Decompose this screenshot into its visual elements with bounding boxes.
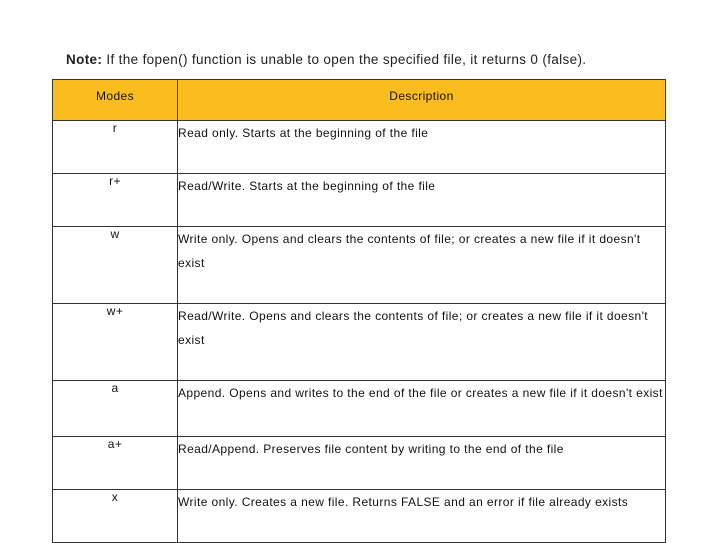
table-row	[53, 437, 666, 490]
mode-cell: r	[53, 121, 178, 174]
description-cell: Read only. Starts at the beginning of the file	[178, 121, 666, 174]
table-row	[53, 490, 666, 543]
note-label: Note:	[66, 52, 103, 67]
description-cell: Read/Append. Preserves file content by writing to the end of the file	[178, 437, 666, 490]
table-row	[53, 381, 666, 437]
description-cell: Read/Write. Opens and clears the contents of file; or creates a new file if it doesn't exist	[178, 304, 666, 381]
mode-cell: r+	[53, 174, 178, 227]
mode-cell: w	[53, 227, 178, 304]
mode-cell: a+	[53, 437, 178, 490]
note-text: If the fopen() function is unable to open the specified file, it returns 0 (false).	[106, 52, 587, 67]
mode-cell: w+	[53, 304, 178, 381]
description-cell: Write only. Opens and clears the contents of file; or creates a new file if it doesn't exist	[178, 227, 666, 304]
description-cell: Read/Write. Starts at the beginning of the file	[178, 174, 666, 227]
description-cell: Write only. Creates a new file. Returns FALSE and an error if file already exists	[178, 490, 666, 543]
header-modes: Modes	[53, 80, 178, 121]
note	[66, 52, 586, 67]
header-description: Description	[178, 80, 666, 121]
file-modes-table	[52, 79, 666, 543]
table-row	[53, 227, 666, 304]
table-row	[53, 304, 666, 381]
mode-cell: x	[53, 490, 178, 543]
table-header-row	[53, 80, 666, 121]
description-cell: Append. Opens and writes to the end of the file or creates a new file if it doesn't exist	[178, 381, 666, 437]
table-row	[53, 174, 666, 227]
mode-cell: a	[53, 381, 178, 437]
table-row	[53, 121, 666, 174]
